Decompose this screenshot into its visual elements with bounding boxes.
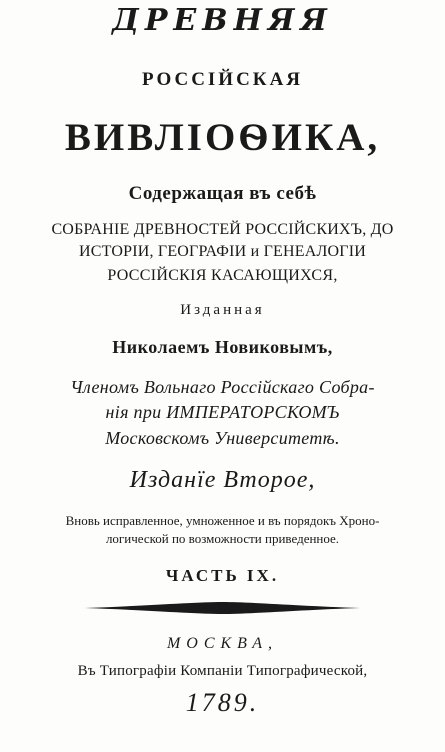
publisher-name: Николаемъ Новиковымъ, xyxy=(112,337,333,357)
edition-note-line-2: логической по возможности приведенное. xyxy=(105,531,340,546)
publisher-membership-line-3: Московскомъ Университетѣ. xyxy=(105,428,340,448)
description-line-2: СОБРАНІЕ ДРЕВНОСТЕЙ РОССІЙСКИХЪ, ДО xyxy=(51,221,394,238)
part-number: ЧАСТЬ IX. xyxy=(165,566,280,585)
published-by-label: Изданная xyxy=(180,302,265,318)
description-line-4: РОССІЙСКІЯ КАСАЮЩИХСЯ, xyxy=(107,267,338,284)
edition-label: Изданїе Второе, xyxy=(129,467,316,493)
description-line-1: Содержащая въ себѣ xyxy=(128,183,317,204)
imprint-city: МОСКВА, xyxy=(166,635,279,652)
edition-note-line-1: Вновь исправленное, умноженное и въ порядокъ Хроно- xyxy=(65,513,380,528)
title-line-rossiyskaya: РОССІЙСКАЯ xyxy=(141,69,304,90)
ornamental-rule xyxy=(85,601,360,615)
title-line-vivliofika: ВИВЛІОѲИКА, xyxy=(64,116,381,159)
description-line-3: ИСТОРІИ, ГЕОГРАФІИ и ГЕНЕАЛОГІИ xyxy=(78,243,367,260)
imprint-year: 1789. xyxy=(185,688,260,717)
publisher-membership-line-1: Членомъ Вольнаго Россійскаго Собра- xyxy=(70,377,375,397)
title-line-drevnyaya: ДРЕВНЯЯ xyxy=(112,3,333,38)
imprint-printer: Въ Типографіи Компаніи Типографической, xyxy=(77,663,368,679)
publisher-membership-line-2: нія при ИМПЕРАТОРСКОМЪ xyxy=(105,402,340,422)
